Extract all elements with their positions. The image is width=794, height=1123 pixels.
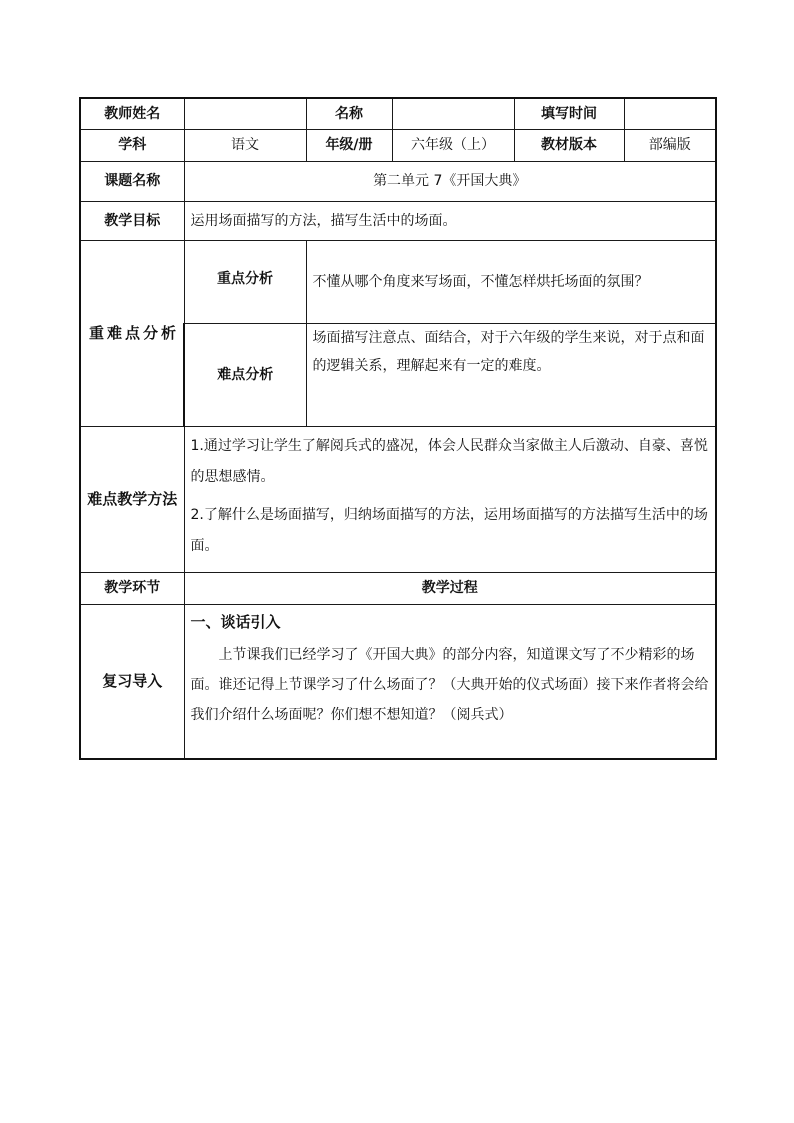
- key-analysis-label: 重点分析: [184, 240, 306, 323]
- teacher-name-value[interactable]: [184, 98, 306, 129]
- review-cell: [184, 604, 716, 759]
- key-analysis-row: [80, 240, 716, 323]
- difficult-analysis-cell: [306, 323, 716, 426]
- lesson-plan-table: [79, 97, 717, 760]
- review-label: 复习导入: [80, 604, 184, 759]
- edition-label: 教材版本: [514, 129, 624, 161]
- method-item-2: 2.了解什么是场面描写，归纳场面描写的方法，运用场面描写的方法描写生活中的场面。: [190, 506, 708, 554]
- difficult-analysis-label: 难点分析: [184, 323, 306, 426]
- review-row: [80, 604, 716, 759]
- analysis-label: 重难点分析: [80, 240, 184, 426]
- teacher-name-label: 教师姓名: [80, 98, 184, 129]
- header-row-1: [80, 98, 716, 129]
- key-analysis-value: 不懂从哪个角度来写场面，不懂怎样烘托场面的氛围？: [306, 240, 716, 323]
- process-label: 教学过程: [184, 572, 716, 604]
- method-row: [80, 426, 716, 572]
- goal-value: 运用场面描写的方法，描写生活中的场面。: [184, 201, 716, 240]
- difficult-analysis-value: 场面描写注意点、面结合，对于六年级的学生来说，对于点和面的逻辑关系，理解起来有一定的难度。: [312, 329, 705, 374]
- subject-label: 学科: [80, 129, 184, 161]
- header-row-2: [80, 129, 716, 161]
- topic-value: 第二单元 7《开国大典》: [184, 161, 716, 201]
- goal-label: 教学目标: [80, 201, 184, 240]
- topic-label: 课题名称: [80, 161, 184, 201]
- topic-row: [80, 161, 716, 201]
- edition-value: 部编版: [624, 129, 716, 161]
- review-body: 上节课我们已经学习了《开国大典》的部分内容，知道课文写了不少精彩的场面。谁还记得上节课学习了什么场面了？（大典开始的仪式场面）接下来作者将会给我们介绍什么场面呢？你们想不想知道？（阅兵式）: [190, 646, 709, 723]
- process-header-row: [80, 572, 716, 604]
- grade-value: 六年级（上）: [392, 129, 514, 161]
- method-item-1: 1.通过学习让学生了解阅兵式的盛况，体会人民群众当家做主人后激动、自豪、喜悦的思想感情。: [190, 437, 708, 485]
- goal-row: [80, 201, 716, 240]
- lesson-name-label: 名称: [306, 98, 392, 129]
- review-heading: 一、谈话引入: [190, 612, 281, 631]
- grade-label: 年级/册: [306, 129, 392, 161]
- method-label: 难点教学方法: [80, 426, 184, 572]
- fill-date-value[interactable]: [624, 98, 716, 129]
- stage-label: 教学环节: [80, 572, 184, 604]
- fill-date-label: 填写时间: [514, 98, 624, 129]
- lesson-name-value[interactable]: [392, 98, 514, 129]
- subject-value: 语文: [184, 129, 306, 161]
- method-cell: [184, 426, 716, 572]
